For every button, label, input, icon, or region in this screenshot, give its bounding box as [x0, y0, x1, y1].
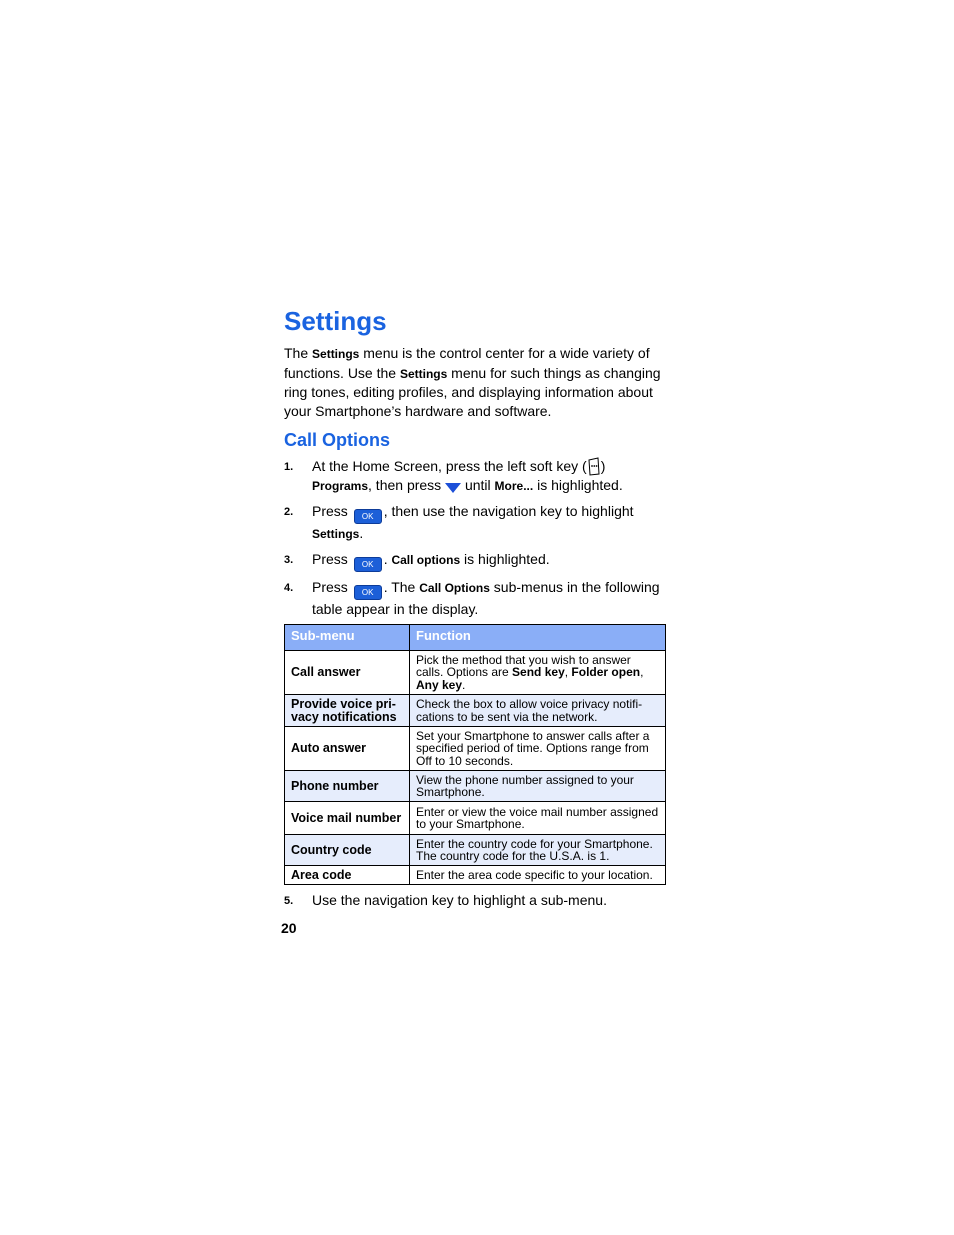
step-text: Use the navigation key to highlight a sub-menu. — [312, 892, 607, 909]
step-text: Press — [312, 578, 352, 595]
sub-menu-cell: Provide voice pri-vacy notifications — [285, 695, 410, 727]
table-row — [285, 695, 666, 727]
intro-paragraph — [284, 344, 666, 420]
intro-text: The — [284, 345, 313, 361]
function-text: , — [564, 665, 572, 680]
page-number: 20 — [281, 920, 297, 936]
column-header-function: Function — [410, 625, 666, 651]
step-text: is highlighted. — [533, 477, 623, 494]
navigation-down-icon — [445, 483, 461, 493]
sub-menu-cell: Auto answer — [285, 727, 410, 771]
step-text: is highlighted. — [460, 550, 550, 567]
step-text: Press — [312, 502, 352, 519]
function-text: , — [640, 665, 644, 680]
step-text: . The — [383, 578, 420, 595]
function-text: . — [462, 677, 466, 692]
section-title: Call Options — [284, 430, 391, 451]
table-header-row — [285, 625, 666, 651]
step-number: 2. — [284, 505, 294, 518]
step-list — [284, 891, 666, 910]
table-row — [285, 651, 666, 695]
left-soft-key-icon — [587, 457, 601, 476]
step-text: , then use the navigation key to highlight — [383, 502, 634, 519]
call-options-keyword: Call options — [391, 552, 461, 567]
step-text: Press — [312, 550, 352, 567]
ok-button-icon: OK — [354, 557, 382, 572]
step-text: . — [383, 550, 392, 567]
table-row — [285, 727, 666, 771]
function-text: Pick the method that you wish to answer calls. Options are — [416, 653, 631, 680]
step-list — [284, 457, 666, 618]
function-option: Send key — [512, 665, 565, 680]
call-options-table — [284, 624, 666, 885]
page-content — [284, 300, 666, 916]
page-title: Settings — [284, 306, 387, 336]
intro-text: menu for such things as changing ring tones, editing profiles, and displaying information about your Smartphone’s hardware and software. — [284, 364, 661, 419]
function-cell: Enter the area code specific to your location. — [410, 866, 666, 885]
settings-keyword: Settings — [312, 347, 360, 361]
sub-menu-cell: Country code — [285, 835, 410, 866]
settings-keyword: Settings — [312, 526, 360, 541]
function-cell: Enter the country code for your Smartphone. The country code for the U.S.A. is 1. — [410, 835, 666, 866]
function-cell: Set your Smartphone to answer calls after a specified period of time. Options range from Off to 10 seconds. — [410, 727, 666, 771]
function-cell: View the phone number assigned to your Smartphone. — [410, 771, 666, 802]
function-cell: Check the box to allow voice privacy notifi-cations to be sent via the network. — [410, 695, 666, 727]
step-text: until — [461, 477, 495, 494]
column-header-sub-menu: Sub-menu — [285, 625, 410, 651]
sub-menu-cell: Area code — [285, 866, 410, 885]
step-text: . — [359, 524, 364, 541]
step-text: ) — [600, 458, 606, 475]
function-cell — [410, 651, 666, 695]
ok-button-icon: OK — [354, 509, 382, 524]
programs-keyword: Programs — [312, 479, 369, 494]
function-cell: Enter or view the voice mail number assigned to your Smartphone. — [410, 802, 666, 835]
function-option: Folder open — [571, 665, 641, 680]
step-text: , then press — [368, 477, 446, 494]
more-keyword: More... — [494, 479, 534, 494]
step-item — [284, 502, 666, 544]
step-number: 3. — [284, 553, 294, 566]
sub-menu-cell: Call answer — [285, 651, 410, 695]
call-options-keyword: Call Options — [419, 580, 490, 595]
table-row — [285, 802, 666, 835]
step-item — [284, 578, 666, 619]
sub-menu-cell: Voice mail number — [285, 802, 410, 835]
step-item — [284, 457, 666, 496]
settings-keyword: Settings — [399, 366, 448, 381]
step-number: 5. — [284, 895, 294, 908]
table-row — [285, 866, 666, 885]
intro-text: menu is the control center for a wide variety of functions. Use the — [284, 345, 650, 381]
step-text: At the Home Screen, press the left soft key ( — [312, 458, 587, 475]
step-number: 1. — [284, 461, 294, 474]
ok-button-icon: OK — [354, 585, 382, 600]
step-item — [284, 891, 666, 910]
step-text: sub-menus in the following table appear in the display. — [312, 578, 660, 617]
step-item — [284, 550, 666, 572]
step-number: 4. — [284, 581, 294, 594]
function-option: Any key — [416, 677, 463, 692]
sub-menu-cell: Phone number — [285, 771, 410, 802]
table-row — [285, 835, 666, 866]
table-row — [285, 771, 666, 802]
